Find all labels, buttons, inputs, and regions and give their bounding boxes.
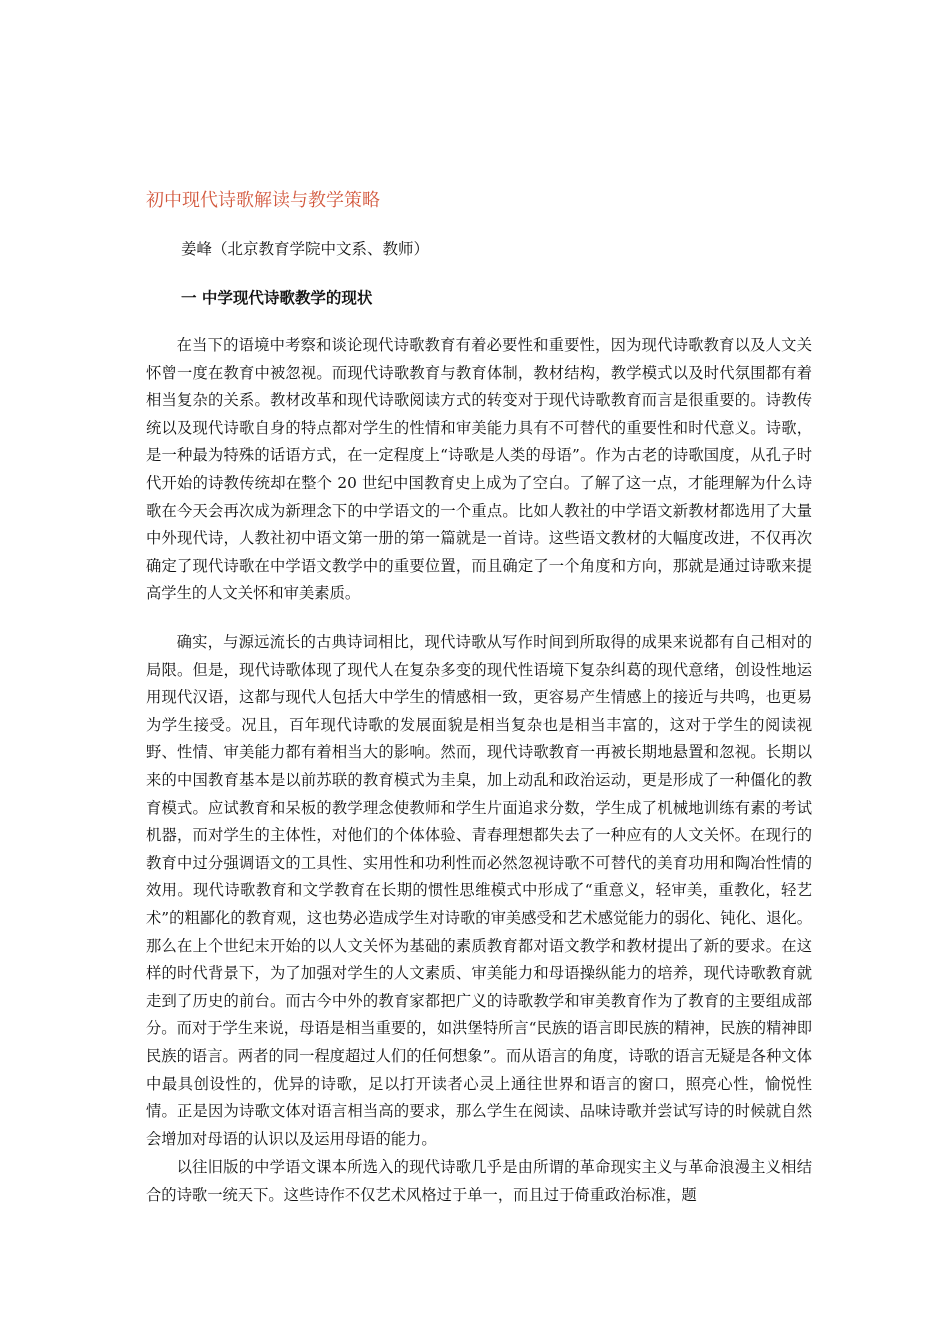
author-line: 姜峰（北京教育学院中文系、教师） — [181, 240, 430, 258]
document-title: 初中现代诗歌解读与教学策略 — [146, 190, 380, 211]
body-paragraph: 在当下的语境中考察和谈论现代诗歌教育有着必要性和重要性，因为现代诗歌教育以及人文关怀曾一度在教育中被忽视。而现代诗歌教育与教育体制，教材结构，教学模式以及时代氛围都有着相当复杂的关系。教材改革和现代诗歌阅读方式的转变对于现代诗歌教育而言是很重要的。诗教传统以及现代诗歌自身的特点都对学生的性情和审美能力具有不可替代的重要性和时代意义。诗歌，是一种最为特殊的话语方式，在一定程度上“诗歌是人类的母语”。作为古老的诗歌国度，从孔子时代开始的诗教传统却在整个 20 世纪中国教育史上成为了空白。了解了这一点，才能理解为什么诗歌在今天会再次成为新理念下的中学语文的一个重点。比如人教社的中学语文新教材都选用了大量中外现代诗，人教社初中语文第一册的第一篇就是一首诗。这些语文教材的大幅度改进，不仅再次确定了现代诗歌在中学语文教学中的重要位置，而且确定了一个角度和方向，那就是通过诗歌来提高学生的人文关怀和审美素质。 — [146, 336, 812, 603]
body-paragraph: 以往旧版的中学语文课本所选入的现代诗歌几乎是由所谓的革命现实主义与革命浪漫主义相结合的诗歌一统天下。这些诗作不仅艺术风格过于单一，而且过于倚重政治标准，题 — [146, 1158, 812, 1204]
section-heading: 一 中学现代诗歌教学的现状 — [181, 288, 373, 307]
body-paragraph: 确实，与源远流长的古典诗词相比，现代诗歌从写作时间到所取得的成果来说都有自己相对的局限。但是，现代诗歌体现了现代人在复杂多变的现代性语境下复杂纠葛的现代意绪，创设性地运用现代汉语，这都与现代人包括大中学生的情感相一致，更容易产生情感上的接近与共鸣，也更易为学生接受。况且，百年现代诗歌的发展面貌是相当复杂也是相当丰富的，这对于学生的阅读视野、性情、审美能力都有着相当大的影响。然而，现代诗歌教育一再被长期地悬置和忽视。长期以来的中国教育基本是以前苏联的教育模式为圭臬，加上动乱和政治运动，更是形成了一种僵化的教育模式。应试教育和呆板的教学理念使教师和学生片面追求分数，学生成了机械地训练有素的考试机器，而对学生的主体性，对他们的个体体验、青春理想都失去了一种应有的人文关怀。在现行的教育中过分强调语文的工具性、实用性和功利性而必然忽视诗歌不可替代的美育功用和陶冶性情的效用。现代诗歌教育和文学教育在长期的惯性思维模式中形成了“重意义，轻审美，重教化，轻艺术”的粗鄙化的教育观，这也势必造成学生对诗歌的审美感受和艺术感觉能力的弱化、钝化、退化。那么在上个世纪末开始的以人文关怀为基础的素质教育都对语文教学和教材提出了新的要求。在这样的时代背景下，为了加强对学生的人文素质、审美能力和母语操纵能力的培养，现代诗歌教育就走到了历史的前台。而古今中外的教育家都把广义的诗歌教学和审美教育作为了教育的主要组成部分。而对于学生来说，母语是相当重要的，如洪堡特所言“民族的语言即民族的精神，民族的精神即民族的语言。两者的同一程度超过人们的任何想象”。而从语言的角度，诗歌的语言无疑是各种文体中最具创设性的，优异的诗歌，足以打开读者心灵上通往世界和语言的窗口，照亮心性，愉悦性情。正是因为诗歌文体对语言相当高的要求，那么学生在阅读、品味诗歌并尝试写诗的时候就自然会增加对母语的认识以及运用母语的能力。 — [146, 633, 812, 1148]
